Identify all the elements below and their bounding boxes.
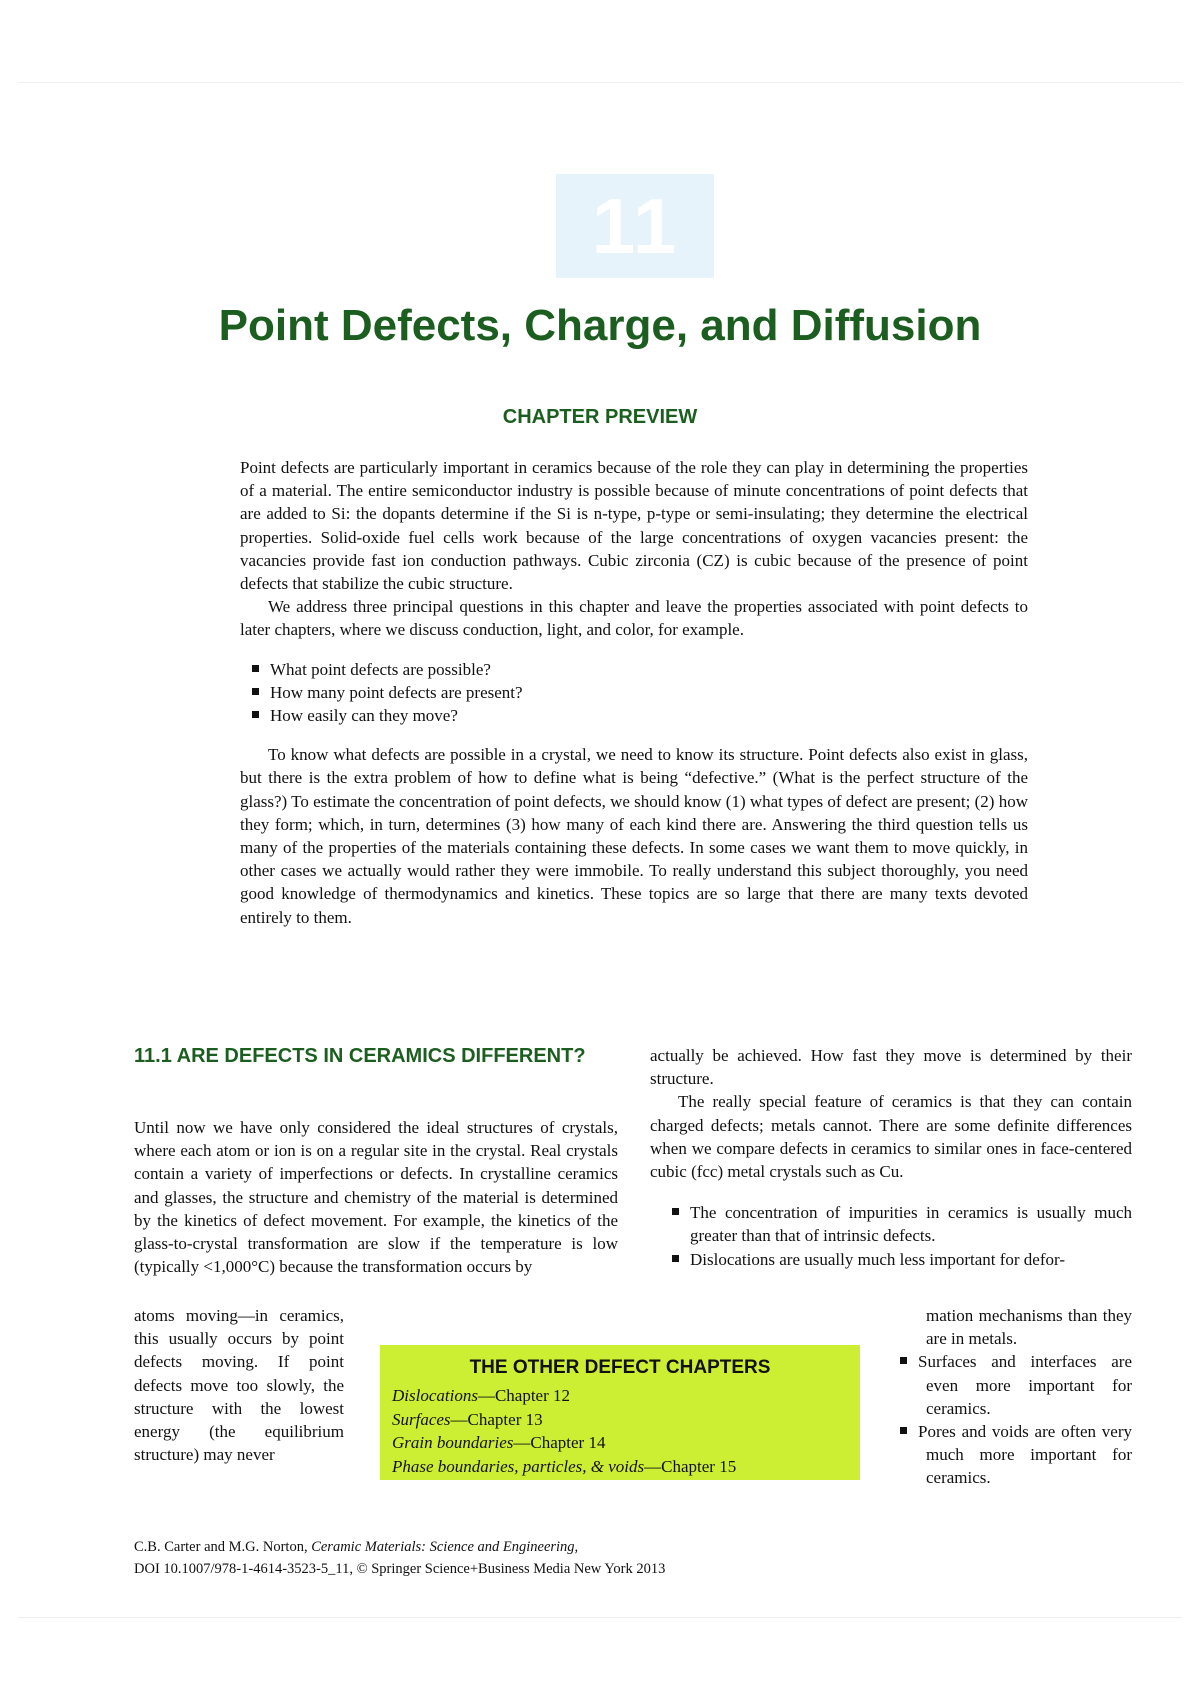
preview-paragraph-2: We address three principal questions in this chapter and leave the properties associated with point defects to later chapters, where we discuss conduction, light, and color, for example. — [240, 597, 1028, 640]
section-paragraph-3: The really special feature of ceramics is that they can contain charged defects; metals cannot. There are some definite differences when we compare defects in ceramics to similar ones in face-centered cubic (fcc) metal crystals such as Cu. — [650, 1092, 1132, 1182]
right-column — [650, 1044, 1132, 1271]
sidebar-item-grain-boundaries: Grain boundaries—Chapter 14 — [392, 1433, 606, 1452]
chapter-preview-heading: CHAPTER PREVIEW — [502, 406, 698, 428]
defect-difference-list-continued — [900, 1304, 1132, 1490]
left-column-narrow — [134, 1304, 344, 1466]
list-item: Dislocations are usually much less important for defor- — [672, 1248, 1132, 1271]
other-defect-chapters-box — [380, 1345, 860, 1480]
bullet-square-icon — [900, 1427, 907, 1434]
bullet-square-icon — [672, 1255, 679, 1262]
list-item: Pores and voids are often very much more important for ceramics. — [900, 1420, 1132, 1490]
section-paragraph-2: actually be achieved. How fast they move is determined by their structure. — [650, 1046, 1132, 1089]
citation-doi: DOI 10.1007/978-1-4614-3523-5_11, © Springer Science+Business Media New York 2013 — [134, 1561, 666, 1577]
right-column-narrow — [900, 1304, 1132, 1490]
citation-line-1: C.B. Carter and M.G. Norton, Ceramic Materials: Science and Engineering, — [134, 1539, 579, 1555]
left-column-wide — [134, 1116, 618, 1278]
sidebar-item-phase-boundaries: Phase boundaries, particles, & voids—Chapter 15 — [392, 1456, 737, 1476]
list-item: What point defects are possible? — [252, 658, 1028, 681]
bullet-square-icon — [672, 1208, 679, 1215]
section-paragraph-1: Until now we have only considered the ideal structures of crystals, where each atom or ion is on a regular site in the crystal. Real crystals contain a variety of imperfections or defects. In crystalline ceramics and glasses, the structure and chemistry of the material is determined by the kinetics of defect movement. For example, the kinetics of the glass-to-crystal transformation are slow if the temperature is low (typically <1,000°C) because the transformation occurs by — [134, 1118, 618, 1277]
preview-paragraph-3: To know what defects are possible in a crystal, we need to know its structure. Point defects also exist in glass, but there is the extra problem of how to define what is being “defective.” (What is the perfect structure of the glass?) To estimate the concentration of point defects, we should know (1) what types of defect are present; (2) how they form; which, in turn, determines (3) how many of each kind there are. Answering the third question tells us many of the properties of the materials containing these defects. In some cases we want them to move quickly, in other cases we actually would rather they were immobile. To really understand this subject thoroughly, you need good knowledge of thermodynamics and kinetics. These topics are so large that there are many texts devoted entirely to them. — [240, 745, 1028, 927]
bullet-square-icon — [252, 688, 259, 695]
chapter-title: Point Defects, Charge, and Diffusion — [218, 301, 982, 350]
citation-footer — [134, 1536, 1034, 1580]
list-item: Surfaces and interfaces are even more important for ceramics. — [900, 1350, 1132, 1420]
chapter-number: 11 — [556, 174, 714, 278]
section-heading: 11.1 ARE DEFECTS IN CERAMICS DIFFERENT? — [134, 1045, 586, 1067]
list-item-continued: mation mechanisms than they are in metals. — [926, 1306, 1132, 1349]
chapter-preview-body — [240, 456, 1028, 929]
section-paragraph-1-continued: atoms moving—in ceramics, this usually occurs by point defects moving. If point defects move too slowly, the structure with the lowest energy (the equilibrium structure) may never — [134, 1306, 344, 1465]
bullet-square-icon — [252, 665, 259, 672]
list-item: How many point defects are present? — [252, 681, 1028, 704]
list-item: How easily can they move? — [252, 704, 1028, 727]
sidebar-item-dislocations: Dislocations—Chapter 12 — [392, 1386, 571, 1405]
preview-paragraph-1: Point defects are particularly important in ceramics because of the role they can play in determining the properties of a material. The entire semiconductor industry is possible because of minute concentrations of point defects that are added to Si: the dopants determine if the Si is n-type, p-type or semi-insulating; they determine the electrical properties. Solid-oxide fuel cells work because of the large concentrations of oxygen vacancies present: the vacancies provide fast ion conduction pathways. Cubic zirconia (CZ) is cubic because of the presence of point defects that stabilize the cubic structure. — [240, 458, 1028, 594]
preview-question-list — [240, 658, 1028, 728]
sidebar-item-surfaces: Surfaces—Chapter 13 — [392, 1409, 543, 1429]
defect-difference-list — [650, 1201, 1132, 1271]
sidebar-title: THE OTHER DEFECT CHAPTERS — [469, 1357, 771, 1378]
bullet-square-icon — [252, 711, 259, 718]
bullet-square-icon — [900, 1357, 907, 1364]
list-item: The concentration of impurities in ceramics is usually much greater than that of intrinsic defects. — [672, 1201, 1132, 1247]
